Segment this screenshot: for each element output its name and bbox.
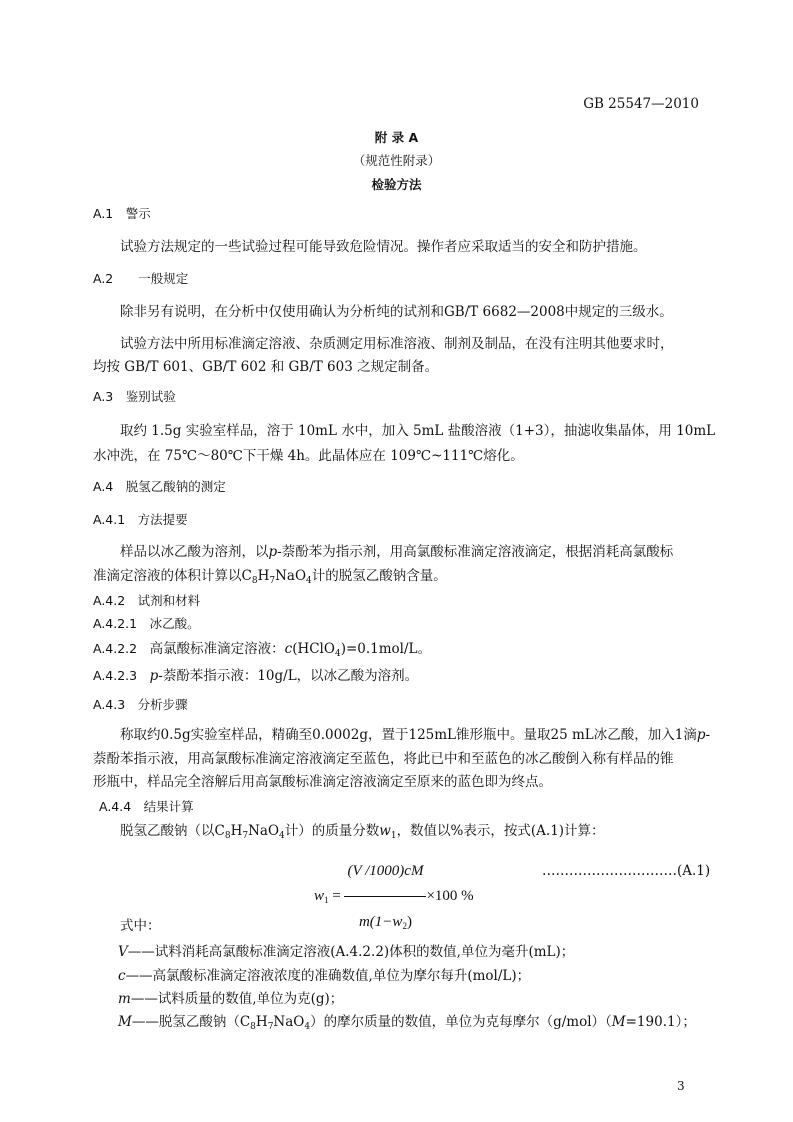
text: H <box>230 823 243 839</box>
text: 计）的质量分数 <box>284 823 380 839</box>
text: NaO <box>248 823 280 839</box>
def-M <box>118 1013 696 1031</box>
paragraph <box>93 567 447 585</box>
heading-a44: A.4.4 结果计算 <box>99 799 194 814</box>
label: A.4.2.3 <box>93 668 150 683</box>
paragraph: 萘酚苯指示液，用高氯酸标准滴定溶液滴定至蓝色，将此已中和至蓝色的冰乙酸倒入称有样品的锥 <box>93 751 674 767</box>
text: NaO <box>273 1014 305 1030</box>
equation-label: …………………………(A.1) <box>542 863 711 879</box>
text: NaO <box>275 568 307 584</box>
text: c <box>284 641 293 657</box>
fraction <box>344 848 426 945</box>
heading-a3: A.3 鉴别试验 <box>93 389 176 404</box>
eq-sign: = <box>328 887 345 904</box>
subscript: 8 <box>250 1022 256 1032</box>
text: H <box>257 568 270 584</box>
paragraph: 水冲洗，在 75℃～80℃下干燥 4h。此晶体应在 109℃~111℃熔化。 <box>93 448 524 464</box>
paragraph: 形瓶中，样品完全溶解后用高氯酸标准滴定溶液滴定至原来的蓝色即为终点。 <box>93 774 552 790</box>
numerator: (V /1000)cM <box>344 848 426 897</box>
times-100: ×100 % <box>426 887 474 904</box>
subscript: 1 <box>324 894 329 905</box>
text: ，数值以%表示，按式(A.1)计算： <box>396 823 605 839</box>
paragraph: 均按 GB/T 601、GB/T 602 和 GB/T 603 之规定制备。 <box>93 359 439 375</box>
subscript: 8 <box>224 831 231 841</box>
paragraph <box>120 543 673 561</box>
text: 准滴定溶液的体积计算以C <box>93 568 252 584</box>
symbol: c <box>118 968 126 984</box>
text: ) <box>406 914 412 930</box>
paragraph: 试验方法规定的一些试验过程可能导致危险情况。操作者应采取适当的安全和防护措施。 <box>120 239 647 255</box>
subscript: 8 <box>251 576 258 586</box>
equation-a1 <box>314 848 474 931</box>
text: (HClO <box>292 641 335 657</box>
subscript: 4 <box>334 649 341 659</box>
text: -萘酚苯指示液：10g/L，以冰乙酸为溶剂。 <box>158 668 419 684</box>
item-a421: A.4.2.1 冰乙酸。 <box>93 616 200 631</box>
paragraph: 试验方法中所用标准滴定溶液、杂质测定用标准溶液、制剂及制品，在没有注明其他要求时， <box>120 336 674 352</box>
subscript: 2 <box>402 921 407 931</box>
text: ——试料质量的数值,单位为克(g)； <box>130 991 344 1007</box>
text: ——脱氢乙酸钠（C <box>131 1014 251 1030</box>
where-intro: 式中： <box>120 918 161 934</box>
text: w <box>379 823 391 839</box>
item-a422 <box>93 640 431 658</box>
text: m(1−w <box>358 914 403 930</box>
subscript: 4 <box>279 831 285 841</box>
eq-lhs: w <box>314 887 325 904</box>
text: H <box>255 1014 268 1030</box>
paragraph <box>120 726 710 744</box>
symbol: M <box>118 1014 132 1030</box>
symbol: M <box>611 1014 626 1030</box>
text: ）的摩尔质量的数值，单位为克每摩尔（g/mol）（ <box>310 1014 612 1030</box>
def-c <box>118 967 530 985</box>
text: ——高氯酸标准滴定溶液浓度的准确数值,单位为摩尔每升(mol/L)； <box>125 968 531 984</box>
heading-a4: A.4 脱氢乙酸钠的测定 <box>93 479 226 494</box>
text: ——试料消耗高氯酸标准滴定溶液(A.4.2.2)体积的数值,单位为毫升(mL)； <box>127 944 575 960</box>
standard-number: GB 25547—2010 <box>583 96 699 112</box>
paragraph: 除非另有说明，在分析中仅使用确认为分析纯的试剂和GB/T 6682—2008中规定的三级水。 <box>120 304 673 320</box>
paragraph: 取约 1.5g 实验室样品，溶于 10mL 水中，加入 5mL 盐酸溶液（1+3），抽滤收集晶体，用 10mL <box>120 423 716 439</box>
appendix-name: 检验方法 <box>371 177 422 192</box>
subscript: 4 <box>306 576 312 586</box>
appendix-nature: （规范性附录） <box>352 153 441 168</box>
heading-a41: A.4.1 方法提要 <box>93 512 188 527</box>
text: )=0.1mol/L。 <box>340 641 431 657</box>
text: 样品以冰乙酸为溶剂，以 <box>120 544 269 560</box>
subscript: 4 <box>304 1022 311 1032</box>
text: p <box>268 544 278 560</box>
heading-a2: A.2 一般规定 <box>93 271 189 286</box>
heading-a42: A.4.2 试剂和材料 <box>93 593 201 608</box>
subscript: 1 <box>390 831 397 841</box>
text: 称取约0.5g实验室样品，精确至0.0002g，置于125mL锥形瓶中。量取25 mL冰乙酸，加入1滴 <box>120 727 697 743</box>
heading-a1: A.1 警示 <box>93 206 151 221</box>
text: 高氯酸标准滴定溶液： <box>149 641 285 657</box>
text: 计的脱氢乙酸钠含量。 <box>311 568 447 584</box>
text: 脱氢乙酸钠（以C <box>120 823 225 839</box>
paragraph <box>120 822 605 840</box>
text: p- <box>696 727 711 743</box>
denominator <box>356 897 415 945</box>
subscript: 7 <box>242 831 249 841</box>
page-number: 3 <box>677 1079 685 1093</box>
item-a423 <box>93 667 418 685</box>
def-m <box>118 990 343 1008</box>
label: A.4.2.2 <box>93 641 150 656</box>
subscript: 7 <box>267 1022 274 1032</box>
symbol: m <box>118 991 131 1007</box>
subscript: 7 <box>269 576 276 586</box>
symbol: V <box>118 944 128 960</box>
text: -萘酚苯为指示剂，用高氯酸标准滴定溶液滴定，根据消耗高氯酸标 <box>277 544 674 560</box>
text: p <box>149 668 159 684</box>
appendix-title: 附 录 A <box>374 130 419 145</box>
heading-a43: A.4.3 分析步骤 <box>93 697 188 712</box>
def-v <box>118 943 574 961</box>
text: =190.1）； <box>625 1014 696 1030</box>
